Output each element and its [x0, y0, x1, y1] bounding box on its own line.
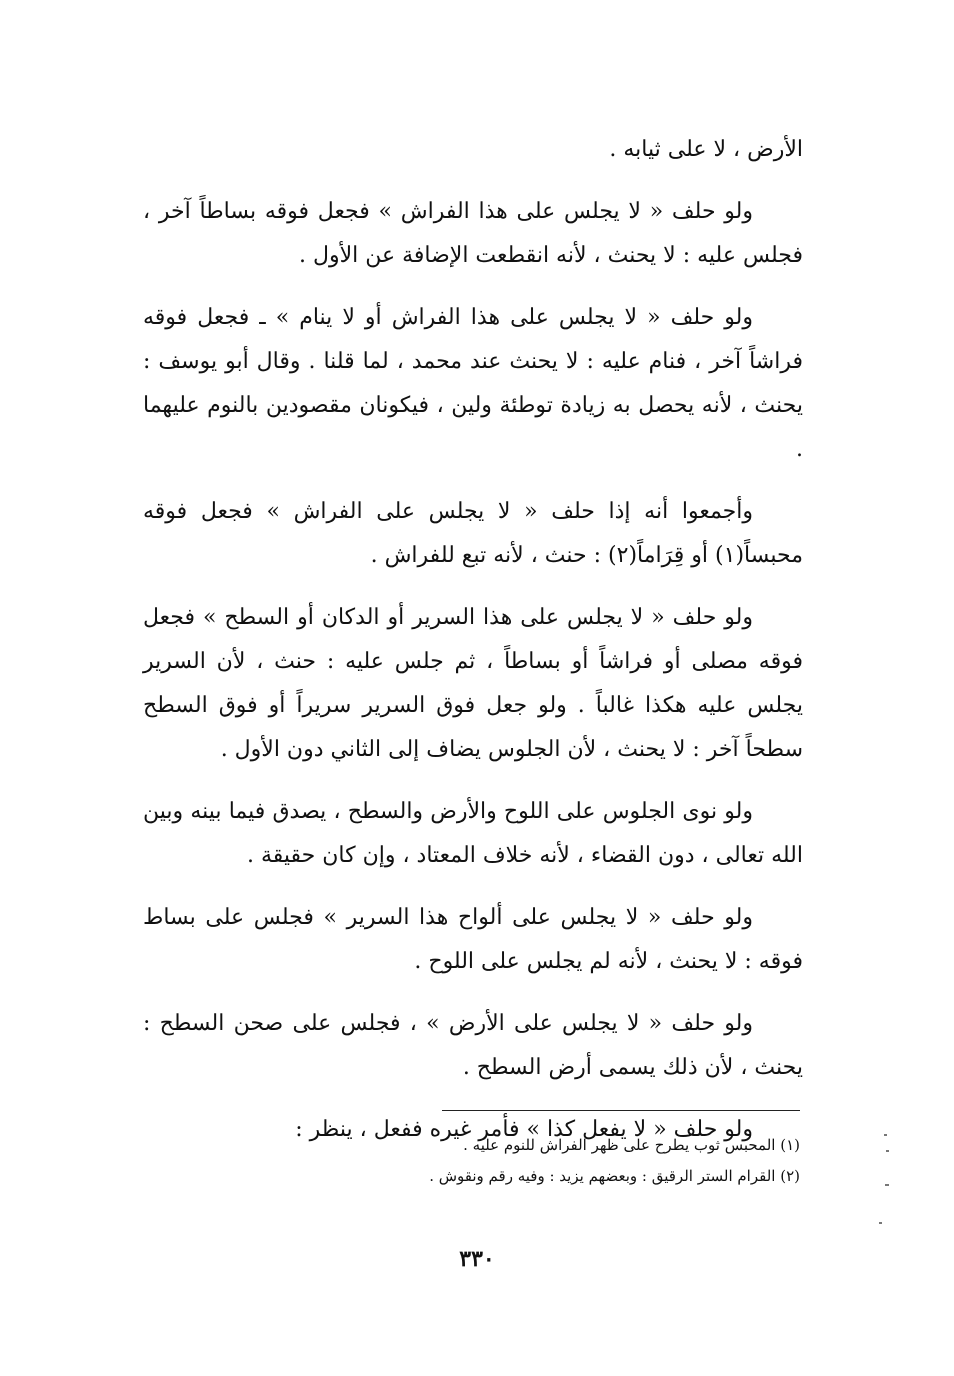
paragraph-6: ولو نوى الجلوس على اللوح والأرض والسطح ، يصدق فيما بينه وبين الله تعالى ، دون القضاء ، لأنه خلاف المعتاد ، وإن كان حقيقة .	[143, 799, 803, 868]
footnote-1: (١) المحبس ثوب يطرح على ظهر الفراش للنوم عليه .	[463, 1136, 800, 1154]
page-number: ٣٣٠	[459, 1246, 495, 1272]
footnotes	[300, 1130, 800, 1192]
main-text	[143, 128, 803, 1170]
footnote-divider	[442, 1110, 800, 1111]
paragraph-1: الأرض ، لا على ثيابه .	[609, 137, 803, 162]
scan-speck	[879, 1222, 882, 1224]
scan-speck	[886, 1150, 889, 1152]
paragraph-7: ولو حلف « لا يجلس على ألواح هذا السرير » فجلس على بساط فوقه : لا يحنث ، لأنه لم يجلس على اللوح .	[143, 905, 803, 974]
scan-speck	[885, 1184, 889, 1186]
paragraph-3: ولو حلف « لا يجلس على هذا الفراش أو لا ينام » ـ فجعل فوقه فراشاً آخر ، فنام عليه : لا يحنث عند محمد ، لما قلنا . وقال أبو يوسف : يحنث ، لأنه يحصل به زيادة توطئة ولين ، فيكونان مقصودين بالنوم عليهما .	[143, 305, 803, 462]
paragraph-4: وأجمعوا أنه إذا حلف « لا يجلس على الفراش » فجعل فوقه محبساً(١) أو قِرَاماً(٢) : حنث ، لأنه تبع للفراش .	[143, 499, 803, 568]
scan-speck	[884, 1134, 887, 1136]
paragraph-5: ولو حلف « لا يجلس على هذا السرير أو الدكان أو السطح » فجعل فوقه مصلى أو فراشاً أو بساطاً ، ثم جلس عليه : حنث ، لأن السرير يجلس عليه هكذا غالباً . ولو جعل فوق السرير سريراً أو فوق السطح سطحاً آخر : لا يحنث ، لأن الجلوس يضاف إلى الثاني دون الأول .	[143, 605, 803, 762]
paragraph-8: ولو حلف « لا يجلس على الأرض » ، فجلس على صحن السطح : يحنث ، لأن ذلك يسمى أرض السطح .	[143, 1011, 803, 1080]
footnote-2: (٢) القرام الستر الرقيق : وبعضهم يزيد : وفيه رقم ونقوش .	[429, 1167, 800, 1185]
paragraph-9: ولو حلف « لا يفعل كذا » فأمر غيره ففعل ، ينظر :	[295, 1117, 753, 1142]
paragraph-2: ولو حلف « لا يجلس على هذا الفراش » فجعل فوقه بساطاً آخر ، فجلس عليه : لا يحنث ، لأنه انقطعت الإضافة عن الأول .	[143, 199, 803, 268]
